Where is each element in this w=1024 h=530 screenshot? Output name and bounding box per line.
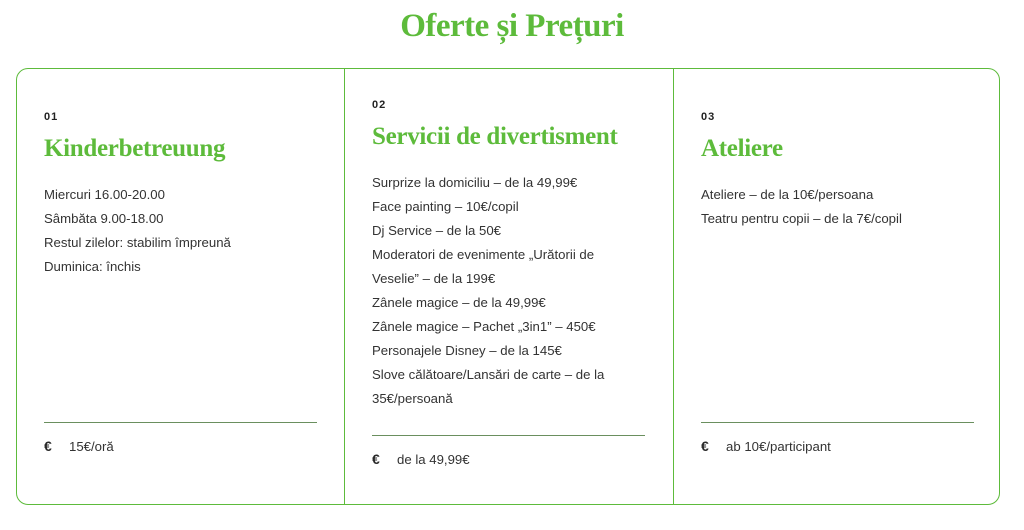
page-title: Oferte și Prețuri <box>400 8 624 44</box>
list-item: Face painting – 10€/copil <box>372 199 519 214</box>
offers-container <box>16 68 1000 505</box>
list-item: Surprize la domiciliu – de la 49,99€ <box>372 175 578 190</box>
card-number: 01 <box>44 111 59 123</box>
price-label: de la 49,99€ <box>397 451 470 467</box>
list-item: Personajele Disney – de la 145€ <box>372 343 562 358</box>
price-row <box>701 438 831 454</box>
offer-card-childcare <box>17 69 344 504</box>
list-item: Moderatori de evenimente „Urătorii de Veselie” – de la 199€ <box>372 247 595 286</box>
card-title: Servicii de divertisment <box>372 123 618 150</box>
list-item: Duminica: închis <box>44 259 141 274</box>
offer-card-entertainment <box>344 69 673 504</box>
card-item-list <box>44 183 231 279</box>
card-number: 03 <box>701 111 716 123</box>
list-item: Miercuri 16.00-20.00 <box>44 187 165 202</box>
list-item: Zânele magice – Pachet „3in1” – 450€ <box>372 319 596 334</box>
euro-icon: € <box>372 451 380 467</box>
list-item: Restul zilelor: stabilim împreună <box>44 235 231 250</box>
list-item: Sâmbăta 9.00-18.00 <box>44 211 164 226</box>
list-item: Zânele magice – de la 49,99€ <box>372 295 546 310</box>
price-label: ab 10€/participant <box>726 438 831 454</box>
list-item: Dj Service – de la 50€ <box>372 223 502 238</box>
card-number: 02 <box>372 99 387 111</box>
price-label: 15€/oră <box>69 438 114 454</box>
euro-icon: € <box>44 438 52 454</box>
offer-card-workshops <box>673 69 999 504</box>
price-row <box>372 451 470 467</box>
price-row <box>44 438 114 454</box>
euro-icon: € <box>701 438 709 454</box>
divider <box>372 435 645 436</box>
card-title: Ateliere <box>701 135 783 162</box>
card-item-list <box>372 171 642 411</box>
divider <box>701 422 974 423</box>
list-item: Slove călătoare/Lansări de carte – de la 35€/persoană <box>372 367 605 406</box>
divider <box>44 422 317 423</box>
list-item: Ateliere – de la 10€/persoana <box>701 187 874 202</box>
card-title: Kinderbetreuung <box>44 135 226 162</box>
card-item-list <box>701 183 902 231</box>
list-item: Teatru pentru copii – de la 7€/copil <box>701 211 902 226</box>
